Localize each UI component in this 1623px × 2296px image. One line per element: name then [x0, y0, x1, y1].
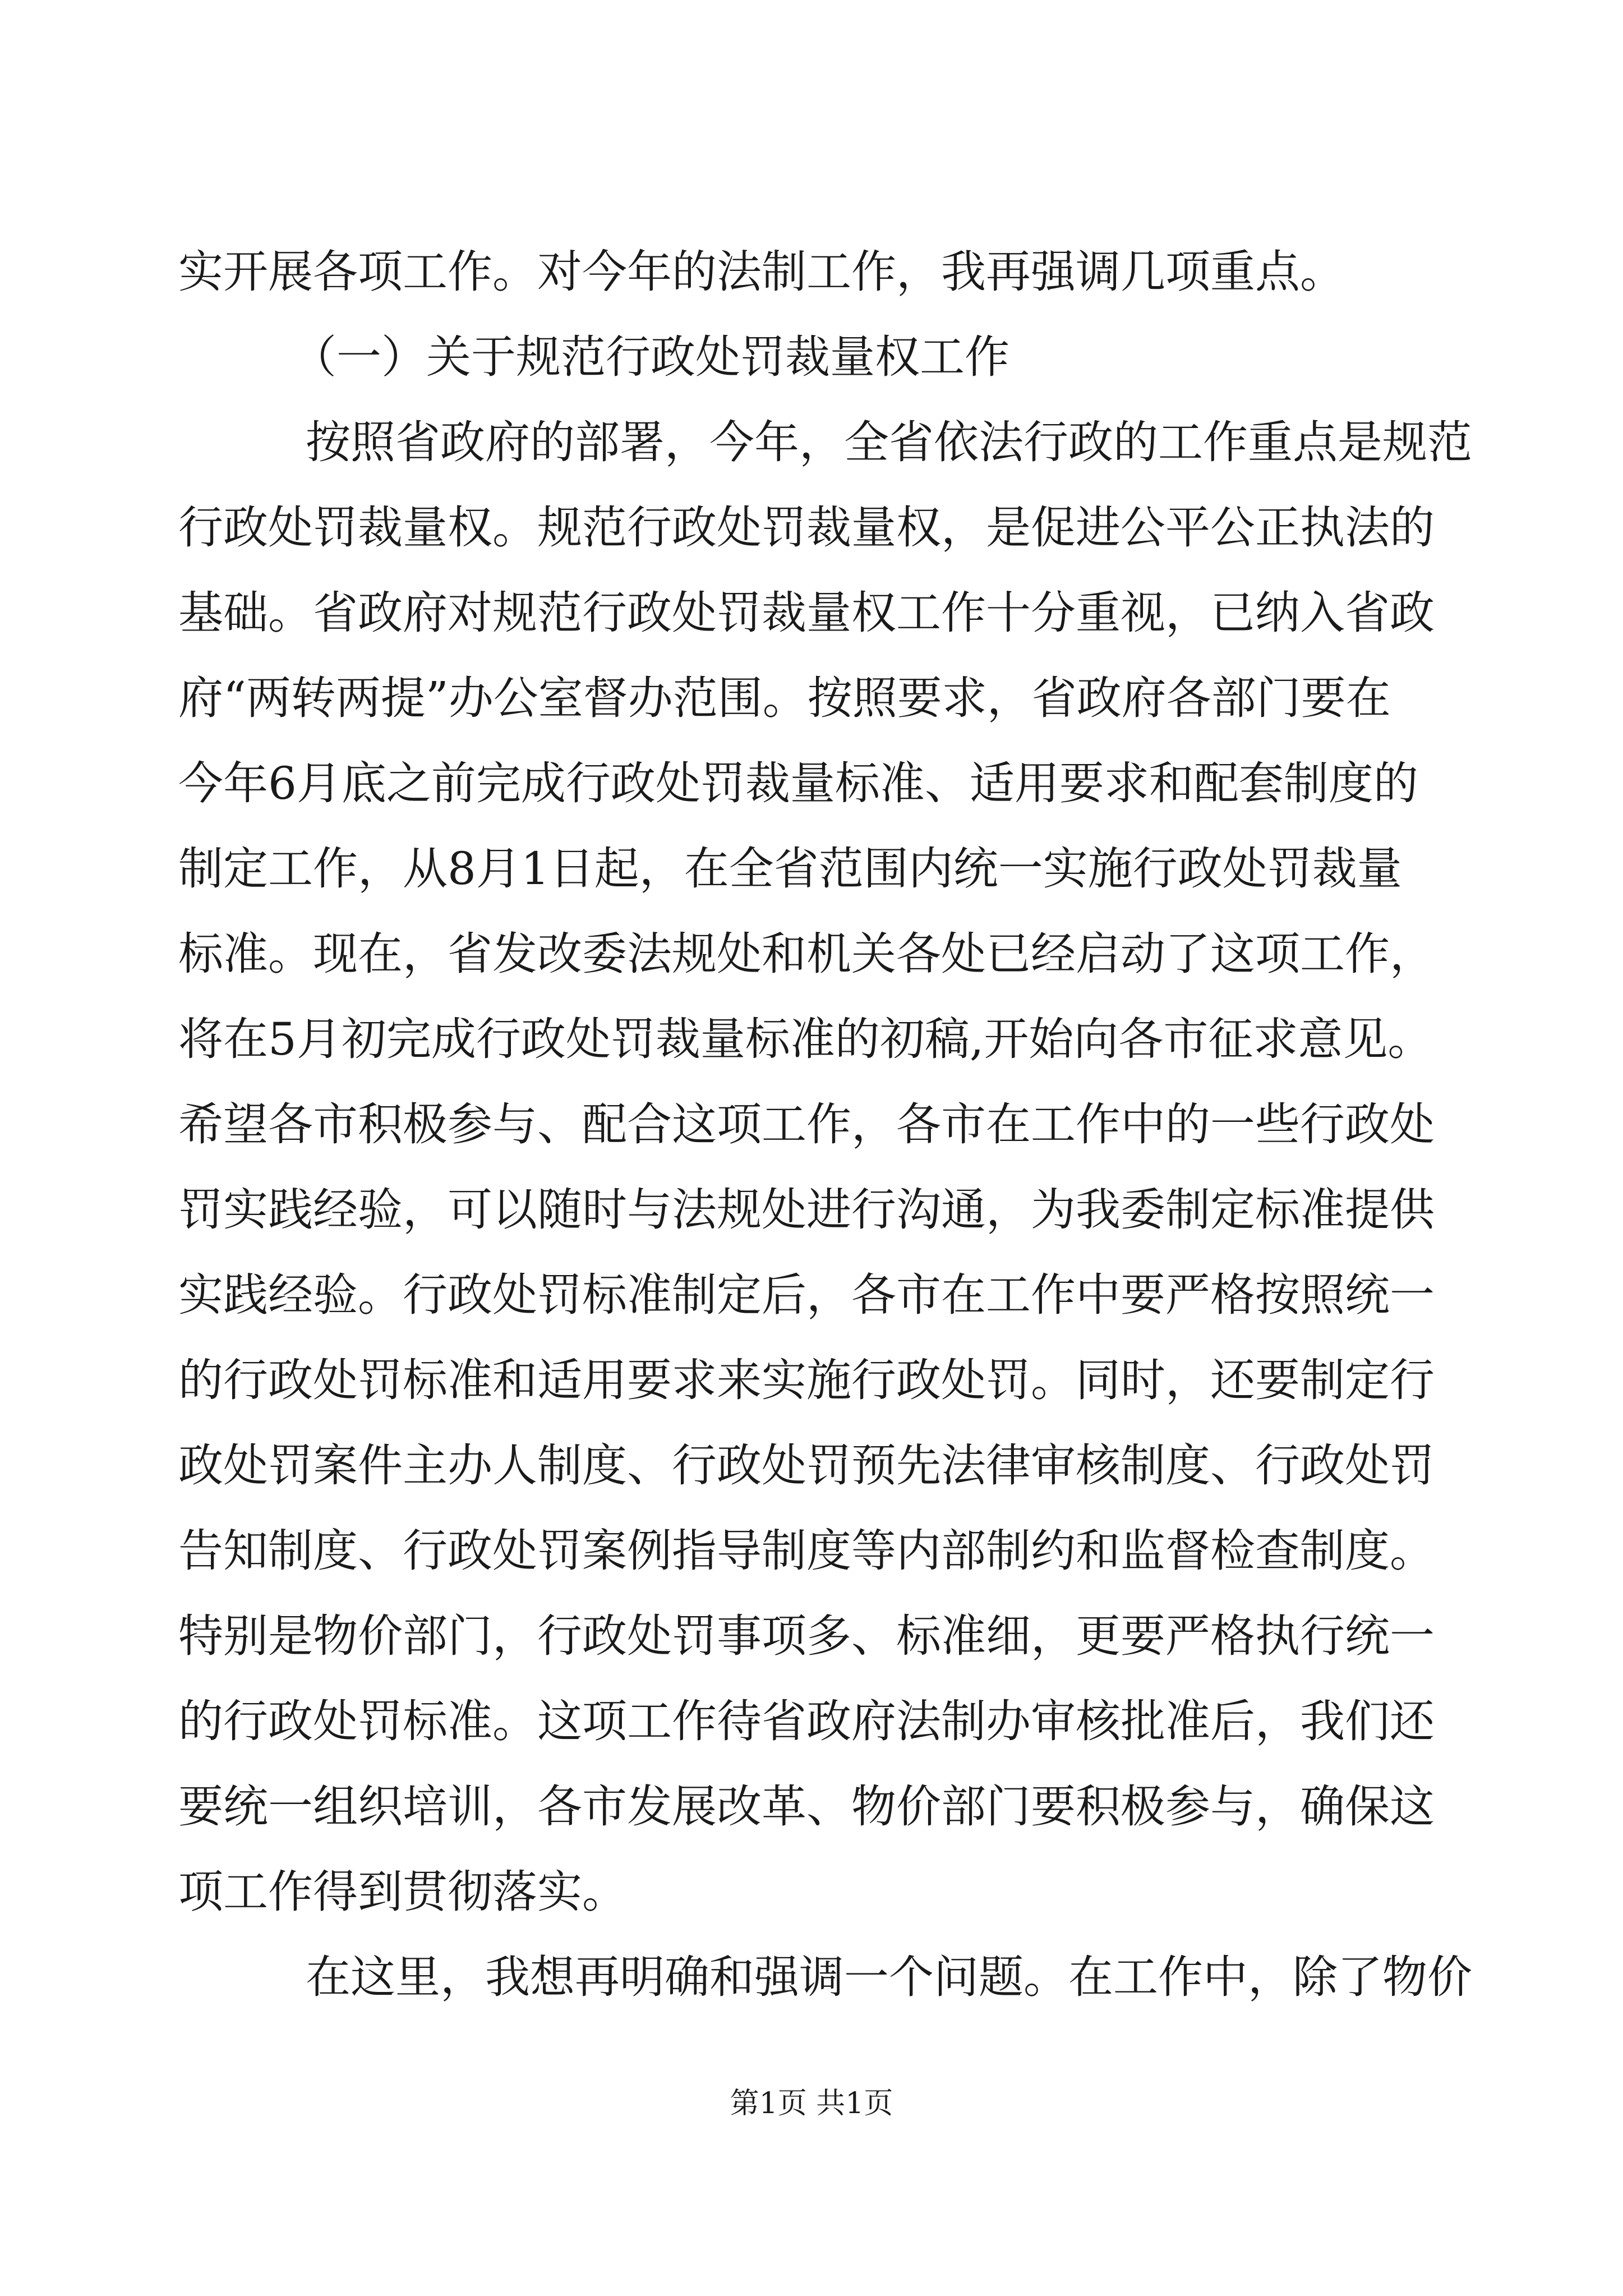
text-line: 府“两转两提”办公室督办范围。按照要求，省政府各部门要在 — [178, 672, 1391, 724]
text-line: 罚实践经验，可以随时与法规处进行沟通，为我委制定标准提供 — [178, 1184, 1435, 1236]
section-heading: （一）关于规范行政处罚裁量权工作 — [292, 331, 1009, 383]
text-line: 在这里，我想再明确和强调一个问题。在工作中，除了物价 — [306, 1951, 1472, 2003]
text-line: 的行政处罚标准和适用要求来实施行政处罚。同时，还要制定行 — [178, 1354, 1435, 1406]
text-line: 基础。省政府对规范行政处罚裁量权工作十分重视，已纳入省政 — [178, 587, 1435, 639]
text-line: 告知制度、行政处罚案例指导制度等内部制约和监督检查制度。 — [178, 1525, 1435, 1577]
text-line: 项工作得到贯彻落实。 — [178, 1866, 627, 1918]
text-line: 实践经验。行政处罚标准制定后，各市在工作中要严格按照统一 — [178, 1269, 1435, 1321]
text-line: 将在5月初完成行政处罚裁量标准的初稿,开始向各市征求意见。 — [178, 1013, 1433, 1065]
text-line: 政处罚案件主办人制度、行政处罚预先法律审核制度、行政处罚 — [178, 1439, 1435, 1492]
text-line: 希望各市积极参与、配合这项工作，各市在工作中的一些行政处 — [178, 1098, 1435, 1151]
text-line: 标准。现在，省发改委法规处和机关各处已经启动了这项工作， — [178, 928, 1435, 980]
text-line: 今年6月底之前完成行政处罚裁量标准、适用要求和配套制度的 — [178, 757, 1418, 809]
text-line: 按照省政府的部署，今年，全省依法行政的工作重点是规范 — [306, 416, 1472, 468]
text-line: 实开展各项工作。对今年的法制工作，我再强调几项重点。 — [178, 246, 1345, 298]
text-line: 行政处罚裁量权。规范行政处罚裁量权，是促进公平公正执法的 — [178, 501, 1435, 554]
text-line: 要统一组织培训，各市发展改革、物价部门要积极参与，确保这 — [178, 1780, 1435, 1833]
text-line: 制定工作，从8月1日起，在全省范围内统一实施行政处罚裁量 — [178, 843, 1402, 895]
text-line: 的行政处罚标准。这项工作待省政府法制办审核批准后，我们还 — [178, 1695, 1435, 1747]
text-line: 特别是物价部门，行政处罚事项多、标准细，更要严格执行统一 — [178, 1610, 1435, 1662]
page-footer: 第1页 共1页 — [730, 2087, 893, 2120]
